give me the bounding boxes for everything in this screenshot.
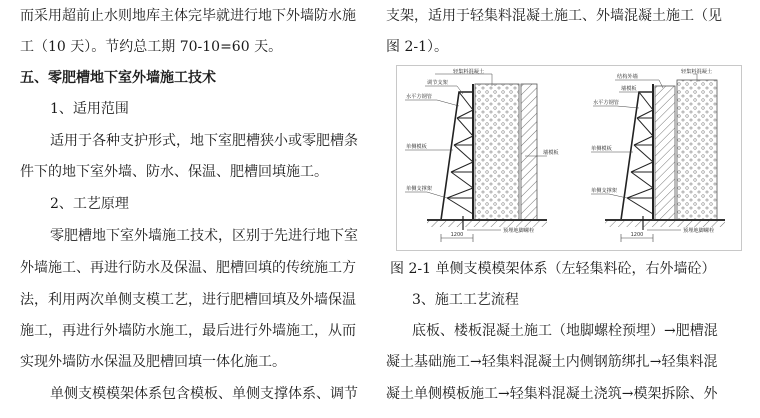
dimension-label: 1200 [630, 232, 644, 238]
body-text-line: 工（10 天）。节约总工期 70-10=60 天。 [20, 39, 283, 55]
label-anchor-bolt: 预埋地脚螺栓 [683, 228, 715, 234]
body-text-line: 底板、楼板混凝土施工（地脚螺栓预埋）→肥槽混 [412, 323, 718, 339]
formwork-diagram [397, 66, 741, 250]
figure-2-1 [396, 65, 742, 251]
label-steel-tube: 水平方钢管 [593, 100, 619, 106]
body-text-line: 凝土基础施工→轻集料混凝土内侧钢筋绑扎→轻集料混 [386, 354, 718, 370]
body-text-line: 法，利用两次单侧支模工艺，进行肥槽回填及外墙保温 [20, 292, 356, 308]
figure-caption: 图 2-1 单侧支模模架体系（左轻集料砼，右外墙砼） [390, 261, 716, 277]
subsection-heading: 1、适用范围 [50, 101, 129, 117]
body-text-line: 件下的地下室外墙、防水、保温、肥槽回填施工。 [20, 164, 328, 180]
body-text-line: 图 2-1）。 [386, 39, 448, 55]
label-support-frame: 单侧支撑架 [406, 186, 432, 192]
body-text-line: 实现外墙防水保温及肥槽回填一体化施工。 [20, 354, 286, 370]
label-steel-tube: 水平方钢管 [406, 94, 432, 100]
body-text-line: 零肥槽地下室外墙施工技术，区别于先进行地下室 [50, 228, 358, 244]
section-heading: 五、零肥槽地下室外墙施工技术 [20, 70, 216, 86]
label-wall-form: 墙模板 [543, 150, 559, 156]
body-text-line: 施工，再进行外墙防水施工，最后进行外墙施工，从而 [20, 323, 356, 339]
label-adjust-bracket: 调节支架 [427, 80, 448, 86]
body-text-line: 凝土单侧模板施工→轻集料混凝土浇筑→模架拆除、外 [386, 386, 718, 402]
label-support-frame: 单侧支撑架 [591, 188, 617, 194]
label-lightweight-concrete: 轻集料混凝土 [453, 69, 485, 75]
body-text-line: 而采用超前止水则地库主体完毕就进行地下外墙防水施 [20, 8, 356, 24]
subsection-heading: 2、工艺原理 [50, 196, 129, 212]
label-formwork: 单侧模板 [591, 146, 612, 152]
wall-section [521, 84, 537, 220]
label-lightweight-concrete: 轻集料混凝土 [681, 69, 713, 75]
lightweight-concrete-fill [475, 84, 519, 220]
body-text-line: 外墙施工、再进行防水及保温、肥槽回填的传统施工方 [20, 260, 356, 276]
body-text-line: 单侧支模模架体系包含模板、单侧支撑体系、调节 [50, 386, 358, 402]
label-formwork: 单侧模板 [406, 144, 427, 150]
label-wall-form: 墙模板 [621, 86, 637, 92]
body-text-line: 支架，适用于轻集料混凝土施工、外墙混凝土施工（见 [386, 8, 722, 24]
label-structural-wall: 结构外墙 [617, 74, 638, 80]
support-frame [621, 92, 653, 220]
left-diagram [405, 67, 559, 242]
label-anchor-bolt: 预埋地脚螺栓 [503, 228, 535, 234]
structural-wall [655, 86, 675, 220]
support-frame [441, 92, 473, 220]
body-text-line: 适用于各种支护形式，地下室肥槽狭小或零肥槽条 [50, 133, 358, 149]
lightweight-concrete-fill [677, 80, 717, 220]
right-diagram [591, 67, 725, 242]
dimension-label: 1200 [450, 232, 464, 238]
subsection-heading: 3、施工工艺流程 [412, 292, 519, 308]
